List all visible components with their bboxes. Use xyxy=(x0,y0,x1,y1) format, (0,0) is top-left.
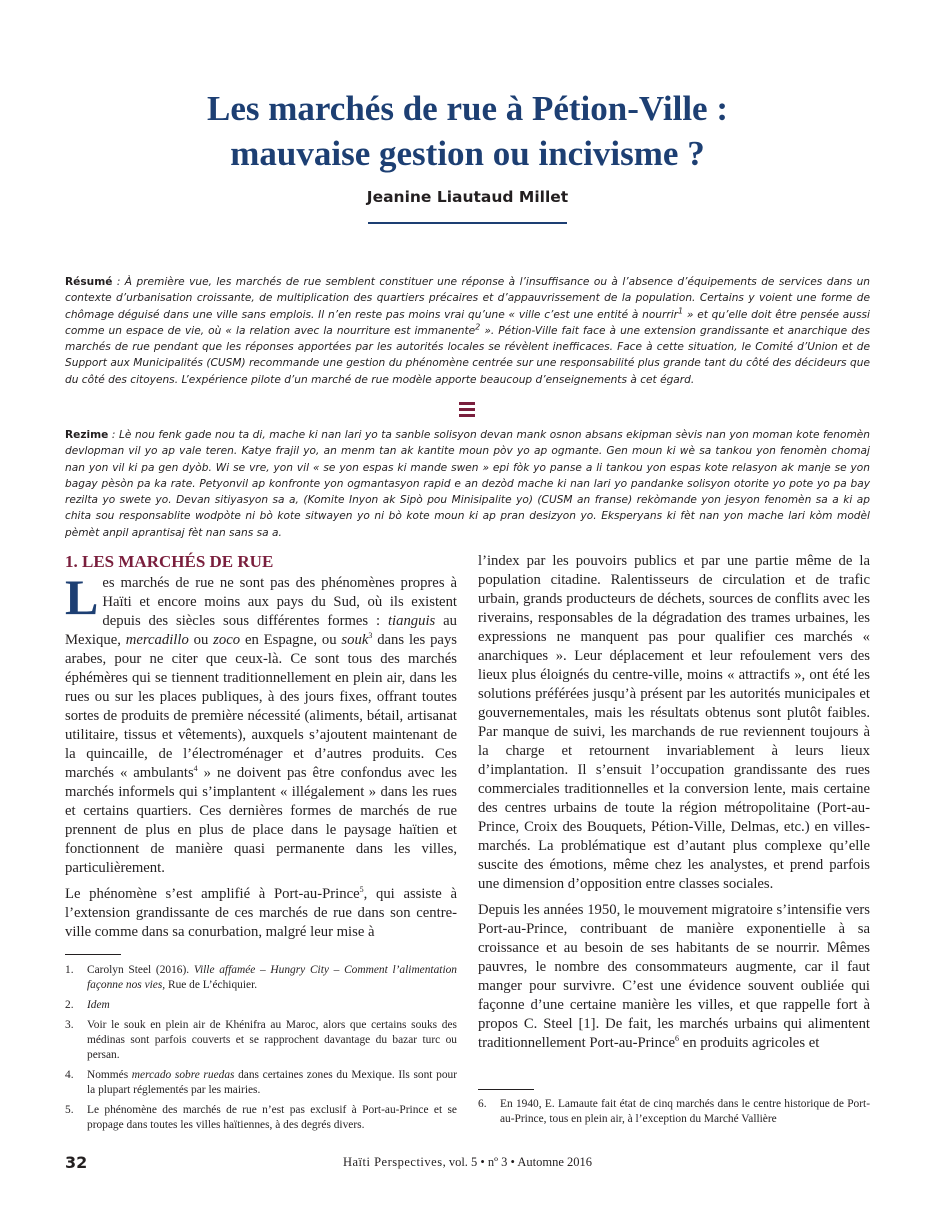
right-column xyxy=(478,552,870,1060)
text-run: Rue de L’échiquier. xyxy=(165,979,258,991)
left-paragraph-1 xyxy=(65,569,458,878)
text-run: Carolyn Steel (2016). xyxy=(87,964,194,976)
resume-text-2: » et qu’elle doit être pensée aussi comme un espace de vie, où « la relation avec la nourriture est immanente xyxy=(65,308,871,337)
drop-cap: L xyxy=(65,569,99,625)
footnote-text xyxy=(87,1018,457,1063)
footnotes-left xyxy=(65,963,457,1138)
footnote-text xyxy=(87,963,457,993)
footnote-number: 4. xyxy=(65,1069,74,1081)
rezime-label: Rezime xyxy=(65,429,109,441)
text-run: , qui assiste à l’extension grandissante de ces marchés de rue dans son centre-ville comme dans sa conurbation, malgré leur mise à xyxy=(65,886,457,940)
article-title-line-1: Les marchés de rue à Pétion-Ville : xyxy=(206,89,728,128)
journal-issue: , vol. 5 • nº 3 • Automne 2016 xyxy=(442,1155,593,1169)
footnote-divider-right xyxy=(478,1089,534,1090)
resume-abstract xyxy=(65,274,870,388)
italic-term: souk xyxy=(341,632,369,648)
journal-footer xyxy=(0,1155,935,1170)
text-run: Le phénomène s’est amplifié à Port-au-Prince xyxy=(65,886,360,902)
footnote-2 xyxy=(65,998,457,1013)
resume-footnote-ref-1: 1 xyxy=(678,306,684,316)
text-run: au Mexique, xyxy=(65,613,457,648)
rezime-text: : Lè nou fenk gade nou ta di, mache ki nan lari yo ta sanble solisyon devan mank osnon absans ekipman sèvis nan yon moman kote fenomèn devlopman vil yo ap vale teren. Katye frajil yo, an menm tan ak kantite moun pòv yo ap ogmante. Gen moun ki wè sa tankou yon fenomèn chomaj nan yon vil ki pa gen dyòb. Wi se vre, yon vil « se yon espas ki mande swen » epi fòk yo panse a li tankou yon espas kote relasyon ak manje se yon bagay pèsòn pa ka rate. Petyonvil ap konfronte yon ogmantasyon rapid e an dezòd mache ki nan lari yo pandanke solisyon otorite yo pote yo pa bay rezilta yo swete yo. Devan sitiyasyon sa a, (Komite Inyon ak Sipò pou Minisipalite yo) (CUSM an franse) rekòmande yon jesyon fenomèn sa a ki ap chita sou responsablite wodpòte ni bò kote sitwayen yo ni bò kote moun ki ap pran desizyon yo. Eksperyans ki fèt nan yon mache lari kòm modèl pèmèt anpil aprantisaj fèt nan sans sa a. xyxy=(65,429,870,539)
ornament-bar-3 xyxy=(459,414,475,417)
section-heading: 1. LES MARCHÉS DE RUE xyxy=(65,552,274,571)
resume-text: : À première vue, les marchés de rue semblent constituer une réponse à l’insuffisance ou à l’absence d’équipements de services dans un contexte d’urbanisation croissante, de multiplication des quartiers précaires et d’appauvrissement de la population. Certains y voient une forme de chômage déguisé dans une ville sans emplois. Il n’en reste pas moins vrai qu’une « ville c’est une entité à nourrir xyxy=(65,276,870,321)
italic-term: zoco xyxy=(213,632,241,648)
left-paragraph-2 xyxy=(65,885,457,942)
article-title-line-2: mauvaise gestion ou incivisme ? xyxy=(230,134,705,173)
footnote-ref-6: 6 xyxy=(675,1034,679,1044)
italic-title: mercado sobre ruedas xyxy=(131,1069,235,1081)
text-run: en produits agricoles et xyxy=(679,1035,820,1051)
journal-name: Haïti Perspectives xyxy=(342,1155,443,1169)
italic-title: Ville affamée – Hungry City – Comment l’alimentation façonne nos vies, xyxy=(87,964,457,991)
footnote-text: En 1940, E. Lamaute fait état de cinq marchés dans le centre historique de Port-au-Prince, tous en plein air, à l’exception du Marché Vallière xyxy=(500,1098,870,1125)
footnote-5 xyxy=(65,1103,457,1133)
italic-title: Idem xyxy=(87,999,110,1011)
footnote-number: 6. xyxy=(478,1098,487,1110)
ornament-bar-1 xyxy=(459,402,475,405)
footnote-text xyxy=(87,1103,457,1133)
author-name: Jeanine Liautaud Millet xyxy=(366,188,569,206)
right-paragraph-1: l’index par les pouvoirs publics et par une partie même de la population citadine. Ralentisseurs de circulation et de trafic urbain, grands producteurs de déchets, sources de conflits avec les riverains, responsables de la dégradation des trames urbaines, les expressions ne manquent pas pour qualifier ces marchés « anarchiques ». Leur déplacement et leur refoulement vers des lieux plus éloignés du centre-ville, moins « attractifs », ont été les solutions préférées jusqu’à présent par les autorités municipales et gouvernementales, mais les résultats obtenus sont plutôt faibles. Par manque de suivi, les marchands de rue reviennent toujours à la charge et retournent invariablement à leurs lieux d’implantation. Il s’ensuit l’occupation grandissante des rues commerciales traditionnelles et la conversion lente, mais certaine des centres urbains de toute la région métropolitaine (Port-au-Prince, Croix des Bouquets, Pétion-Ville, Delmas, etc.) en villes-marchés. La problématique est d’autant plus complexe qu’elle suscite des émotions, même chez les analystes, et prend parfois une dimension d’opposition entre classes sociales. xyxy=(478,553,870,892)
left-column xyxy=(65,569,458,949)
text-run: Voir le souk en plein air de Khénifra au Maroc, alors que certains souks des médinas sont parfois couverts et se rapprochent davantage du bazar turc ou persan. xyxy=(87,1019,457,1061)
resume-footnote-ref-2: 2 xyxy=(475,322,481,332)
text-run: en Espagne, ou xyxy=(240,632,342,648)
text-run: Le phénomène des marchés de rue n’est pas exclusif à Port-au-Prince et se propage dans toutes les villes haïtiennes, à des degrés divers. xyxy=(87,1104,457,1131)
footnote-3 xyxy=(65,1018,457,1063)
footnote-text xyxy=(87,998,457,1013)
italic-term: mercadillo xyxy=(125,632,189,648)
footnote-number: 5. xyxy=(65,1104,74,1116)
text-run: dans certaines zones du Mexique. Ils sont pour la plupart réglementés par les mairies. xyxy=(87,1069,457,1096)
footnote-number: 1. xyxy=(65,964,74,976)
title-divider xyxy=(368,222,567,224)
text-run: » ne doivent pas être confondus avec les marchés informels qui s’implantent « illégalement » dans les rues et certains quartiers. Ces dernières formes de marchés de rue prennent de plus en plus de place dans le paysage haïtien et fonctionnent de manière quasi permanente dans les villes, particulièrement. xyxy=(65,765,457,876)
italic-term: tianguis xyxy=(387,613,436,629)
footnote-ref-4: 4 xyxy=(193,764,198,774)
text-run: Depuis les années 1950, le mouvement migratoire s’intensifie vers Port-au-Prince, contribuant de manière exponentielle à sa croissance et au besoin de ses habitants de se nourrir. Mêmes pauvres, le nombre des consommateurs augmente, car il faut manger pour survivre. C’est une évidence souvent oubliée qui façonne d’une certaine manière les villes, et que rappelle fort à propos C. Steel [1]. De fait, les marchés urbains qui alimentent traditionnellement Port-au-Prince xyxy=(478,902,870,1051)
rezime-abstract xyxy=(65,427,870,541)
text-run: es marchés de rue ne sont pas des phénomènes propres à Haïti et encore moins aux pays du Sud, où ils existent depuis des siècles sous différentes formes : xyxy=(102,575,457,629)
footnote-number: 2. xyxy=(65,999,74,1011)
footnotes-right xyxy=(478,1097,870,1132)
resume-text-3: ». Pétion-Ville fait face à une extension grandissante et anarchique des marchés de rue pendant que les réponses apportées par les autorités locales se révèlent inefficaces. Face à cette situation, le Comité d’Union et de Support aux Municipalités (CUSM) recommande une gestion du phénomène centrée sur une responsabilité plus grande tant du côté des décideurs que du côté des citoyens. L’expérience pilote d’un marché de rue modèle apporte beaucoup d’enseignements à cet égard. xyxy=(65,324,870,386)
footnote-4 xyxy=(65,1068,457,1098)
text-run: ou xyxy=(188,632,214,648)
footnote-text xyxy=(87,1068,457,1098)
footnote-1 xyxy=(65,963,457,993)
footnote-number: 3. xyxy=(65,1019,74,1031)
resume-label: Résumé xyxy=(65,276,113,288)
footnote-6 xyxy=(478,1097,870,1127)
right-paragraph-2 xyxy=(478,901,870,1053)
text-run: Nommés xyxy=(87,1069,132,1081)
page-number: 32 xyxy=(65,1153,88,1172)
footnote-ref-3: 3 xyxy=(368,631,373,641)
ornament-bar-2 xyxy=(459,408,475,411)
footnote-divider-left xyxy=(65,954,121,955)
text-run: dans les pays arabes, pour ne citer que ceux-là. Ce sont tous des marchés éphémères qui se tiennent traditionnellement en plein air, dans les rues ou sur les places publiques, à des jours fixes, offrant toutes sortes de produits de première nécessité (aliments, bétail, artisanat utilitaire, tissus et vêtements), auxquels s’ajoutent maintenant de la quincaille, de l’électroménager et d’autres produits. Ces marchés « ambulants xyxy=(65,632,458,781)
footnote-ref-5: 5 xyxy=(359,885,364,895)
